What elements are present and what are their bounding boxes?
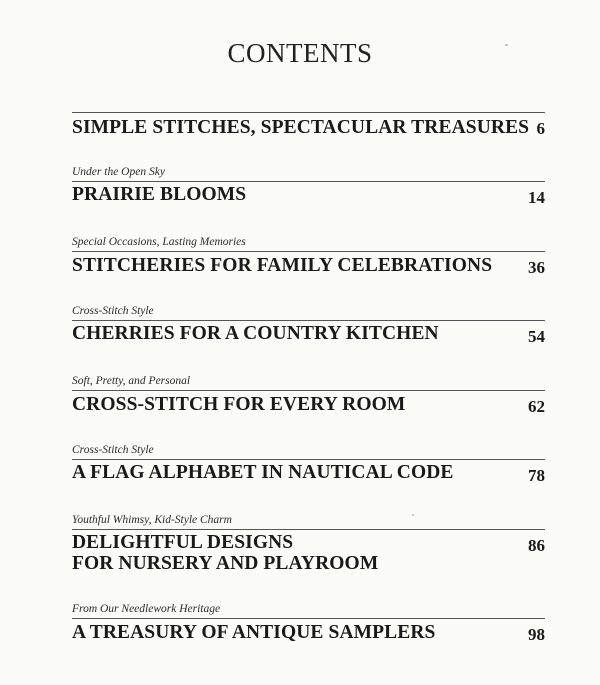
entry-page-number: 14 <box>528 188 545 207</box>
entry-subtitle: Youthful Whimsy, Kid-Style Charm <box>72 514 232 526</box>
entry-heading: CHERRIES FOR A COUNTRY KITCHEN <box>72 323 439 344</box>
entry-subtitle: Cross-Stitch Style <box>72 305 154 317</box>
entry-page-number: 86 <box>528 536 545 555</box>
entry-rule <box>72 251 545 252</box>
entry-subtitle: Under the Open Sky <box>72 166 165 178</box>
entry-heading: STITCHERIES FOR FAMILY CELEBRATIONS <box>72 255 493 276</box>
entry-subtitle: Soft, Pretty, and Personal <box>72 375 191 387</box>
entry-subtitle: Cross-Stitch Style <box>72 444 154 456</box>
entry-heading: PRAIRIE BLOOMS <box>72 184 247 205</box>
paper-speck <box>505 44 508 46</box>
entry-rule <box>72 390 545 391</box>
entry-page-number: 36 <box>528 258 545 277</box>
entry-rule <box>72 112 545 113</box>
entry-rule <box>72 320 545 321</box>
entry-page-number: 62 <box>528 397 545 416</box>
entry-heading: A TREASURY OF ANTIQUE SAMPLERS <box>72 622 436 643</box>
entry-page-number: 54 <box>528 327 545 346</box>
entry-rule <box>72 181 545 182</box>
entry-heading: A FLAG ALPHABET IN NAUTICAL CODE <box>72 462 454 483</box>
paper-speck <box>412 514 414 516</box>
entry-subtitle: From Our Needlework Heritage <box>72 603 221 615</box>
entry-heading: CROSS-STITCH FOR EVERY ROOM <box>72 394 406 415</box>
entry-heading: DELIGHTFUL DESIGNS FOR NURSERY AND PLAYROOM <box>72 532 379 574</box>
entry-heading: SIMPLE STITCHES, SPECTACULAR TREASURES <box>72 117 530 138</box>
entry-rule <box>72 459 545 460</box>
entry-page-number: 6 <box>536 119 545 138</box>
entry-subtitle: Special Occasions, Lasting Memories <box>72 236 246 248</box>
entry-rule <box>72 529 545 530</box>
entry-page-number: 78 <box>528 466 545 485</box>
entry-page-number: 98 <box>528 625 545 644</box>
page-title: CONTENTS <box>227 38 373 68</box>
entry-rule <box>72 618 545 619</box>
